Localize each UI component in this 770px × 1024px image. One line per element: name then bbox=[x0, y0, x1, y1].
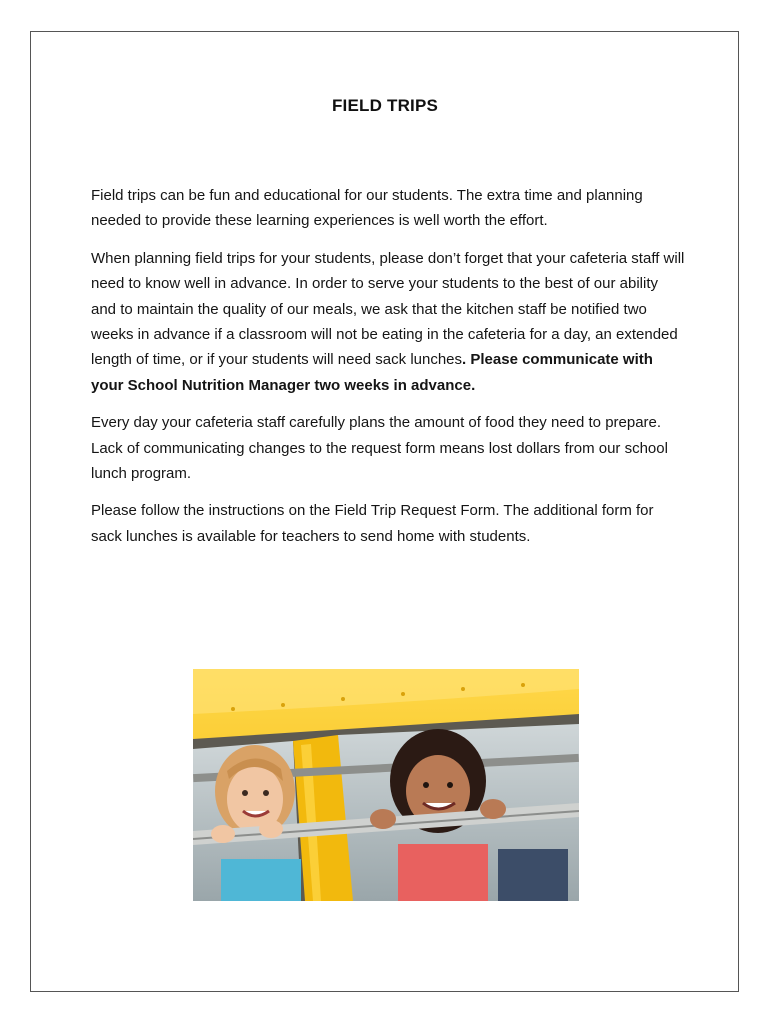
school-bus-photo bbox=[193, 669, 579, 901]
paragraph-planning bbox=[91, 246, 687, 398]
paragraph-planning-text: When planning field trips for your students, please don’t forget that your cafeteria staff will need to know well in advance. In order to serve your students to the best of our ability and to maintain the quality of our meals, we ask that the kitchen staff be notified two weeks in advance if a classroom will not be eating in the cafeteria for a day, an extended length of time, or if your students will need sack lunches bbox=[91, 249, 685, 369]
document-body bbox=[91, 183, 687, 561]
paragraph-planning-emphasis: . Please communicate with your School Nutrition Manager two weeks in advance. bbox=[91, 351, 653, 394]
paragraph-daily-planning: Every day your cafeteria staff carefully plans the amount of food they need to prepare. Lack of communicating changes to the request form means lost dollars from our school lunch program. bbox=[91, 414, 668, 483]
page-title: FIELD TRIPS bbox=[331, 96, 439, 115]
paragraph-instructions: Please follow the instructions on the Field Trip Request Form. The additional form for sack lunches is available for teachers to send home with students. bbox=[91, 502, 654, 545]
paragraph-intro: Field trips can be fun and educational for our students. The extra time and planning needed to provide these learning experiences is well worth the effort. bbox=[91, 187, 643, 230]
